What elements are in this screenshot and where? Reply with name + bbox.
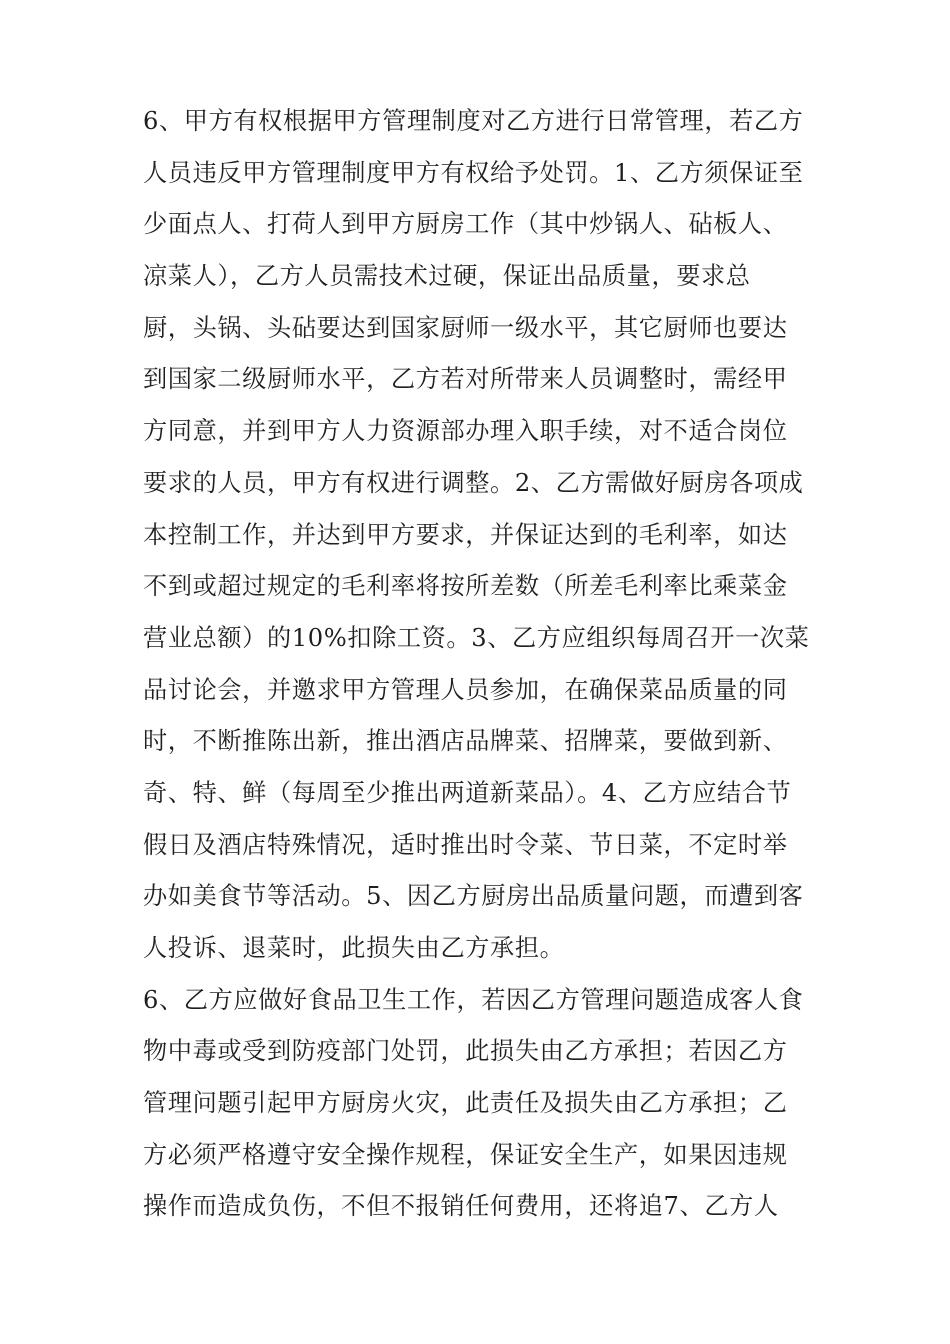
text-line: 管理问题引起甲方厨房火灾，此责任及损失由乙方承担；乙 bbox=[143, 1089, 788, 1118]
text-line: 到国家二级厨师水平，乙方若对所带来人员调整时，需经甲 bbox=[143, 365, 788, 394]
text-line: 办如美食节等活动。5、因乙方厨房出品质量问题，而遭到客 bbox=[143, 882, 804, 911]
text-line: 奇、特、鲜（每周至少推出两道新菜品）。4、乙方应结合节 bbox=[143, 778, 792, 807]
text-line: 少面点人、打荷人到甲方厨房工作（其中炒锅人、砧板人、 bbox=[143, 210, 788, 239]
text-line: 人投诉、退菜时，此损失由乙方承担。 bbox=[143, 934, 565, 962]
document-body-text bbox=[143, 96, 823, 1233]
text-line: 本控制工作，并达到甲方要求，并保证达到的毛利率，如达 bbox=[143, 520, 788, 549]
text-line: 6、甲方有权根据甲方管理制度对乙方进行日常管理，若乙方 bbox=[143, 107, 804, 135]
text-line: 方必须严格遵守安全操作规程，保证安全生产，如果因违规 bbox=[143, 1140, 788, 1169]
text-line: 6、乙方应做好食品卫生工作，若因乙方管理问题造成客人食 bbox=[143, 985, 804, 1014]
text-line: 凉菜人），乙方人员需技术过硬，保证出品质量，要求总 bbox=[143, 262, 751, 291]
text-line: 假日及酒店特殊情况，适时推出时令菜、节日菜，不定时举 bbox=[143, 830, 788, 859]
text-line: 物中毒或受到防疫部门处罚，此损失由乙方承担；若因乙方 bbox=[143, 1037, 788, 1066]
text-line: 品讨论会，并邀求甲方管理人员参加，在确保菜品质量的同 bbox=[143, 675, 788, 704]
text-line: 厨，头锅、头砧要达到国家厨师一级水平，其它厨师也要达 bbox=[143, 313, 788, 342]
text-line: 时，不断推陈出新，推出酒店品牌菜、招牌菜，要做到新、 bbox=[143, 727, 788, 756]
text-line: 操作而造成负伤，不但不报销任何费用，还将追7、乙方人 bbox=[143, 1192, 779, 1221]
text-line: 方同意，并到甲方人力资源部办理入职手续，对不适合岗位 bbox=[143, 417, 788, 446]
text-line: 要求的人员，甲方有权进行调整。2、乙方需做好厨房各项成 bbox=[143, 468, 804, 497]
text-line: 营业总额）的10%扣除工资。3、乙方应组织每周召开一次菜 bbox=[143, 623, 810, 652]
text-line: 人员违反甲方管理制度甲方有权给予处罚。1、乙方须保证至 bbox=[143, 158, 804, 187]
text-line: 不到或超过规定的毛利率将按所差数（所差毛利率比乘菜金 bbox=[143, 572, 788, 601]
